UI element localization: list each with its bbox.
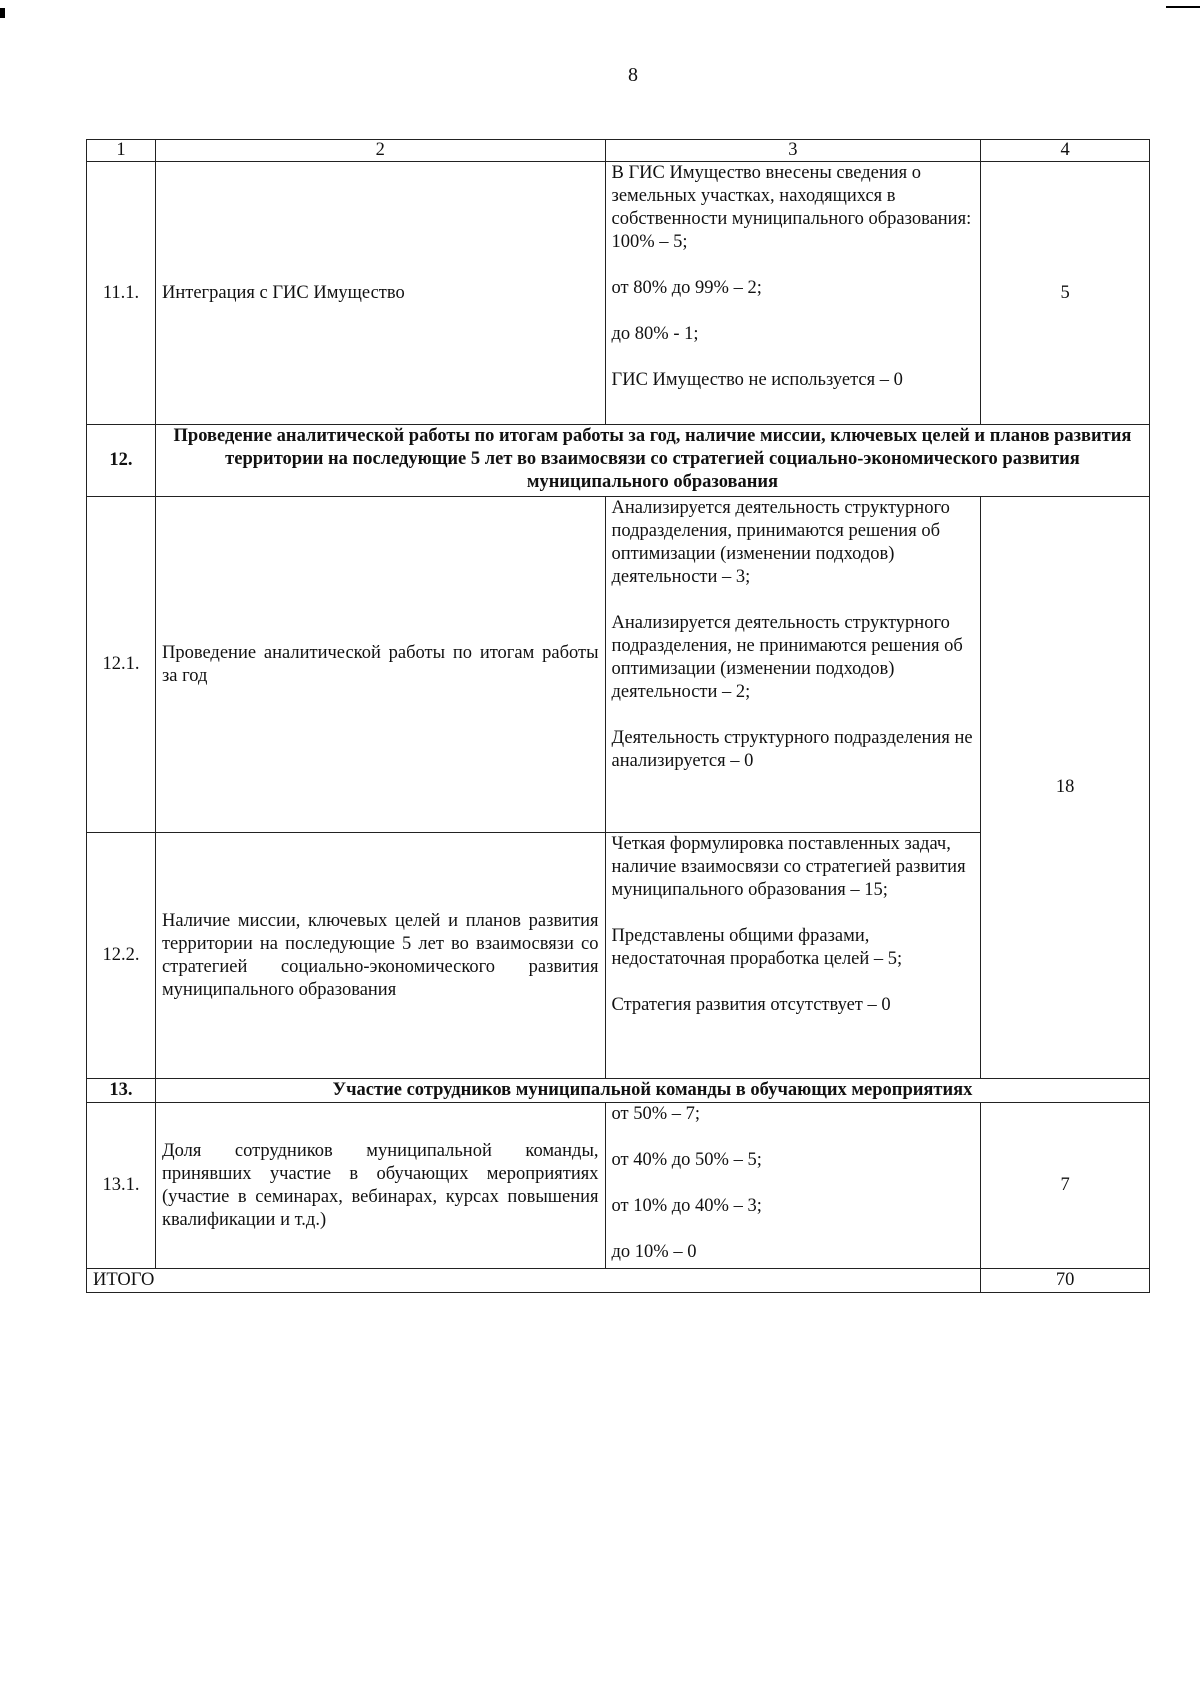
section-title: Участие сотрудников муниципальной команды в обучающих мероприятиях xyxy=(155,1079,1149,1103)
table-row xyxy=(87,162,1150,425)
criterion-text: Доля сотрудников муниципальной команды, принявших участие в обучающих мероприятиях (участие в семинарах, вебинарах, курсах повышения квалификации и т.д.) xyxy=(155,1103,605,1269)
points-value: 18 xyxy=(981,497,1150,1079)
scoring-line: Анализируется деятельность структурного подразделения, не принимаются решения об оптимизации (изменении подходов) деятельности – 2; xyxy=(611,613,963,702)
scoring-line: В ГИС Имущество внесены сведения о земельных участках, находящихся в собственности муниципального образования: 100% – 5; xyxy=(611,163,972,252)
scoring-cell xyxy=(605,833,981,1079)
points-value: 7 xyxy=(981,1103,1150,1269)
header-cell-4: 4 xyxy=(981,140,1150,162)
table-row xyxy=(87,1103,1150,1269)
scoring-line: до 80% - 1; xyxy=(611,324,699,344)
scoring-line: Стратегия развития отсутствует – 0 xyxy=(611,995,891,1015)
criterion-text: Интеграция с ГИС Имущество xyxy=(155,162,605,425)
scoring-cell xyxy=(605,1103,981,1269)
scoring-line: Анализируется деятельность структурного подразделения, принимаются решения об оптимизации (изменении подходов) деятельности – 3; xyxy=(611,498,950,587)
total-value: 70 xyxy=(981,1269,1150,1293)
section-number: 12. xyxy=(87,425,156,497)
header-cell-3: 3 xyxy=(605,140,981,162)
header-cell-1: 1 xyxy=(87,140,156,162)
row-number: 13.1. xyxy=(87,1103,156,1269)
scoring-line: от 10% до 40% – 3; xyxy=(611,1196,762,1216)
scoring-line: Представлены общими фразами, недостаточная проработка целей – 5; xyxy=(611,926,903,969)
row-number: 12.1. xyxy=(87,497,156,833)
row-number: 11.1. xyxy=(87,162,156,425)
section-row xyxy=(87,425,1150,497)
scoring-line: от 40% до 50% – 5; xyxy=(611,1150,762,1170)
scan-mark-left xyxy=(0,8,5,18)
scoring-cell xyxy=(605,162,981,425)
section-number: 13. xyxy=(87,1079,156,1103)
scoring-line: от 80% до 99% – 2; xyxy=(611,278,762,298)
scoring-cell xyxy=(605,497,981,833)
criterion-text: Проведение аналитической работы по итогам работы за год xyxy=(155,497,605,833)
header-row xyxy=(87,140,1150,162)
header-cell-2: 2 xyxy=(155,140,605,162)
scoring-line: ГИС Имущество не используется – 0 xyxy=(611,370,903,390)
points-value: 5 xyxy=(981,162,1150,425)
scoring-line: до 10% – 0 xyxy=(611,1242,697,1262)
row-number: 12.2. xyxy=(87,833,156,1079)
section-row xyxy=(87,1079,1150,1103)
total-row xyxy=(87,1269,1150,1293)
page-number: 8 xyxy=(628,64,638,86)
criteria-table xyxy=(86,139,1150,1293)
scoring-line: Деятельность структурного подразделения не анализируется – 0 xyxy=(611,728,973,771)
table-row xyxy=(87,497,1150,833)
scoring-line: Четкая формулировка поставленных задач, наличие взаимосвязи со стратегией развития муниципального образования – 15; xyxy=(611,834,966,900)
scan-mark-right xyxy=(1166,6,1200,8)
scoring-line: от 50% – 7; xyxy=(611,1104,701,1124)
total-label: ИТОГО xyxy=(87,1269,981,1293)
section-title: Проведение аналитической работы по итогам работы за год, наличие миссии, ключевых целей и планов развития территории на последующие 5 лет во взаимосвязи со стратегией социально-экономического развития муниципального образования xyxy=(155,425,1149,497)
criterion-text: Наличие миссии, ключевых целей и планов развития территории на последующие 5 лет во взаимосвязи со стратегией социально-экономического развития муниципального образования xyxy=(155,833,605,1079)
